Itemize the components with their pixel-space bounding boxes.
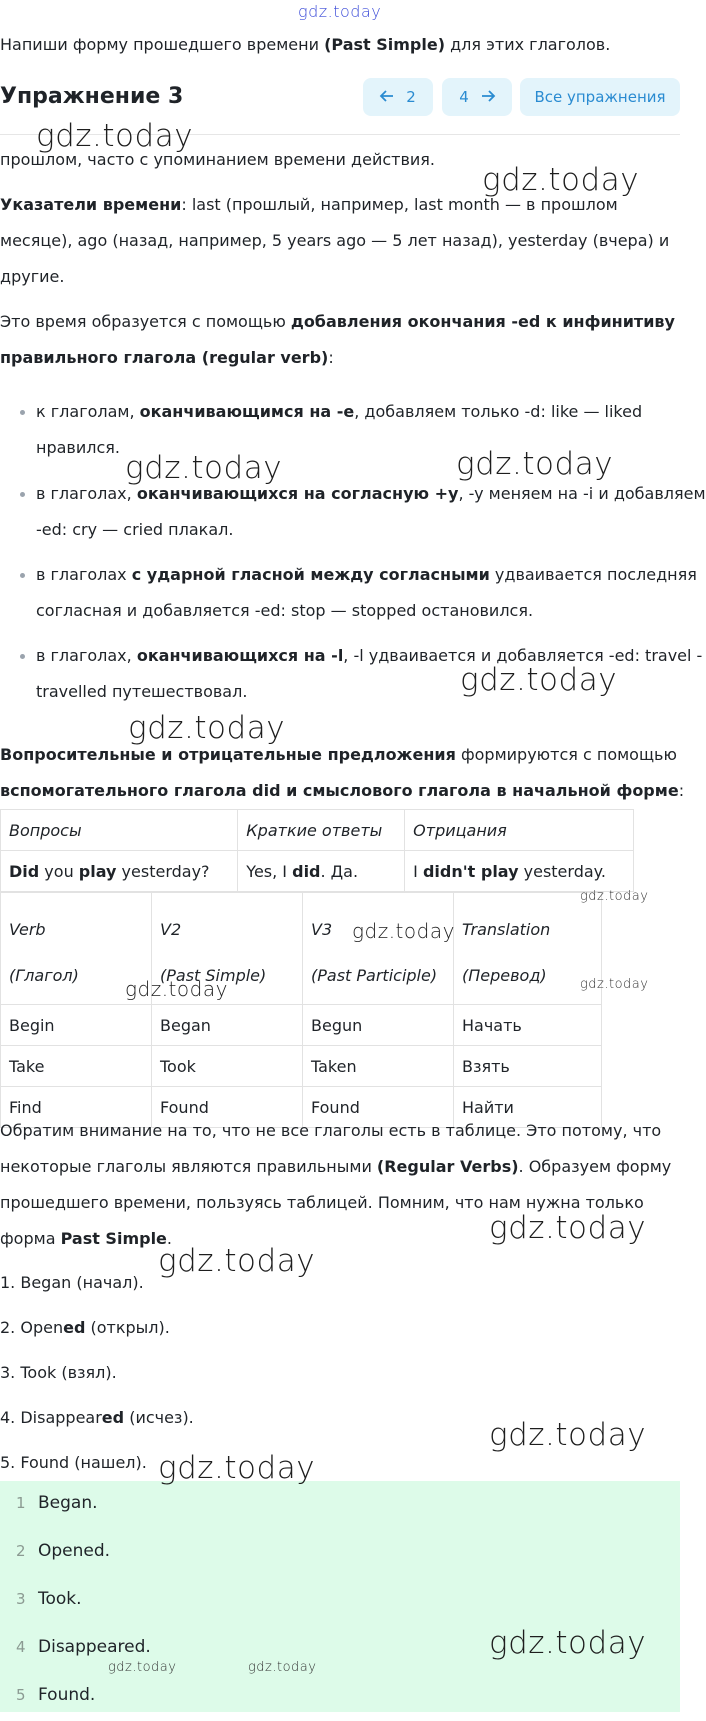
answer-number: 5 <box>16 1686 26 1704</box>
time-markers-line2: месяце), ago (назад, например, 5 years ago — 5 лет назад), yesterday (вчера) и <box>0 231 670 250</box>
table-cell: Найти <box>454 1087 602 1128</box>
table-header-cell: Вопросы <box>1 810 238 851</box>
table-header-cell: Verb (Глагол) <box>1 893 152 1005</box>
rule-3-line2: согласная и добавляется -ed: stop — stopped остановился. <box>36 601 534 620</box>
rule-1-line2: нравился. <box>36 438 120 457</box>
watermark: gdz.today <box>580 889 649 904</box>
answer-text: Took. <box>38 1589 82 1609</box>
answer-row <box>0 1577 680 1625</box>
top-watermark: gdz.today <box>298 2 382 21</box>
watermark: gdz.today <box>108 1660 177 1675</box>
bullet-icon <box>20 573 25 578</box>
formation-line1: Это время образуется с помощью добавления окончания -ed к инфинитиву <box>0 312 675 331</box>
table-header-cell: Краткие ответы <box>238 810 405 851</box>
task-text: Напиши форму прошедшего времени (Past Simple) для этих глаголов. <box>0 35 611 54</box>
rule-3-line1: в глаголах с ударной гласной между согласными удваивается последняя <box>36 565 697 584</box>
list-item: 3. Took (взял). <box>0 1363 117 1382</box>
list-item: 4. Disappeared (исчез). <box>0 1408 194 1427</box>
watermark: gdz.today <box>248 1660 317 1675</box>
table-header-row <box>1 810 634 851</box>
watermark: gdz.today <box>489 1417 647 1453</box>
rule-4-line2: travelled путешествовал. <box>36 682 248 701</box>
answer-row <box>0 1673 680 1721</box>
table-cell: Yes, I did. Да. <box>238 851 405 892</box>
watermark: gdz.today <box>482 162 640 198</box>
table-cell: Begun <box>303 1005 454 1046</box>
table-header-cell: V2 (Past Simple) <box>152 893 303 1005</box>
answer-text: Opened. <box>38 1541 111 1561</box>
arrow-left-icon <box>380 88 394 106</box>
watermark: gdz.today <box>158 1450 316 1486</box>
time-markers-line1: Указатели времени: last (прошлый, например, last month — в прошлом <box>0 195 618 214</box>
list-item: 2. Opened (открыл). <box>0 1318 170 1337</box>
questions-table <box>0 809 634 892</box>
table-header-cell: Translation (Перевод) <box>454 893 602 1005</box>
table-cell: Took <box>152 1046 303 1087</box>
page-title: Упражнение 3 <box>0 84 184 109</box>
intro-line: прошлом, часто с упоминанием времени действия. <box>0 150 435 169</box>
table-cell: Did you play yesterday? <box>1 851 238 892</box>
table-header-cell: Отрицания <box>405 810 634 851</box>
arrow-right-icon <box>481 88 495 106</box>
bullet-icon <box>20 410 25 415</box>
answer-number: 2 <box>16 1542 26 1560</box>
table-header-cell: V3 (Past Participle) <box>303 893 454 1005</box>
answer-row <box>0 1481 680 1529</box>
list-item: 5. Found (нашел). <box>0 1453 147 1472</box>
table-cell: Find <box>1 1087 152 1128</box>
table-row <box>1 851 634 892</box>
table-cell: Found <box>152 1087 303 1128</box>
table-cell: Taken <box>303 1046 454 1087</box>
answer-row <box>0 1529 680 1577</box>
table-cell: Begin <box>1 1005 152 1046</box>
watermark: gdz.today <box>125 977 228 1001</box>
answer-number: 4 <box>16 1638 26 1656</box>
table-row <box>1 1046 602 1087</box>
watermark: gdz.today <box>158 1243 316 1279</box>
questions-line1: Вопросительные и отрицательные предложения формируются с помощью <box>0 745 677 764</box>
answer-text: Disappeared. <box>38 1637 151 1657</box>
table-cell: Take <box>1 1046 152 1087</box>
list-item: 1. Began (начал). <box>0 1273 144 1292</box>
table-cell: Found <box>303 1087 454 1128</box>
answer-text: Found. <box>38 1685 96 1705</box>
answer-text: Began. <box>38 1493 98 1513</box>
watermark: gdz.today <box>460 662 618 698</box>
rule-2-line2: -ed: cry — cried плакал. <box>36 520 234 539</box>
table-cell: Взять <box>454 1046 602 1087</box>
watermark: gdz.today <box>489 1625 647 1661</box>
rule-2-line1: в глаголах, оканчивающихся на согласную +y, -y меняем на -i и добавляем <box>36 484 706 503</box>
bullet-icon <box>20 654 25 659</box>
verbs-table <box>0 892 602 1128</box>
questions-line2: вспомогательного глагола did и смыслового глагола в начальной форме: <box>0 781 685 800</box>
watermark: gdz.today <box>125 450 283 486</box>
rule-1-line1: к глаголам, оканчивающимся на -e, добавляем только -d: like — liked <box>36 402 643 421</box>
answer-number: 3 <box>16 1590 26 1608</box>
table-header-row <box>1 893 602 1005</box>
table-row <box>1 1005 602 1046</box>
next-exercise-button[interactable]: 4 <box>442 78 512 116</box>
watermark: gdz.today <box>580 977 649 992</box>
note-line3: прошедшего времени, пользуясь таблицей. Помним, что нам нужна только <box>0 1193 644 1212</box>
time-markers-line3: другие. <box>0 267 65 286</box>
watermark: gdz.today <box>489 1210 647 1246</box>
rule-4-line1: в глаголах, оканчивающихся на -l, -l удваивается и добавляется -ed: travel - <box>36 646 703 665</box>
formation-line2: правильного глагола (regular verb): <box>0 348 334 367</box>
watermark: gdz.today <box>128 710 286 746</box>
note-line4: форма Past Simple. <box>0 1229 172 1248</box>
table-cell: Began <box>152 1005 303 1046</box>
watermark: gdz.today <box>352 919 455 943</box>
bullet-icon <box>20 492 25 497</box>
note-line2: некоторые глаголы являются правильными (Regular Verbs). Образуем форму <box>0 1157 672 1176</box>
answer-number: 1 <box>16 1494 26 1512</box>
answers-box <box>0 1481 680 1712</box>
note-line1: Обратим внимание на то, что не все глаголы есть в таблице. Это потому, что <box>0 1121 662 1140</box>
all-exercises-button[interactable]: Все упражнения <box>520 78 680 116</box>
table-cell: Начать <box>454 1005 602 1046</box>
watermark: gdz.today <box>36 118 194 154</box>
prev-exercise-button[interactable]: 2 <box>363 78 433 116</box>
watermark: gdz.today <box>456 446 614 482</box>
table-cell: I didn't play yesterday. <box>405 851 634 892</box>
